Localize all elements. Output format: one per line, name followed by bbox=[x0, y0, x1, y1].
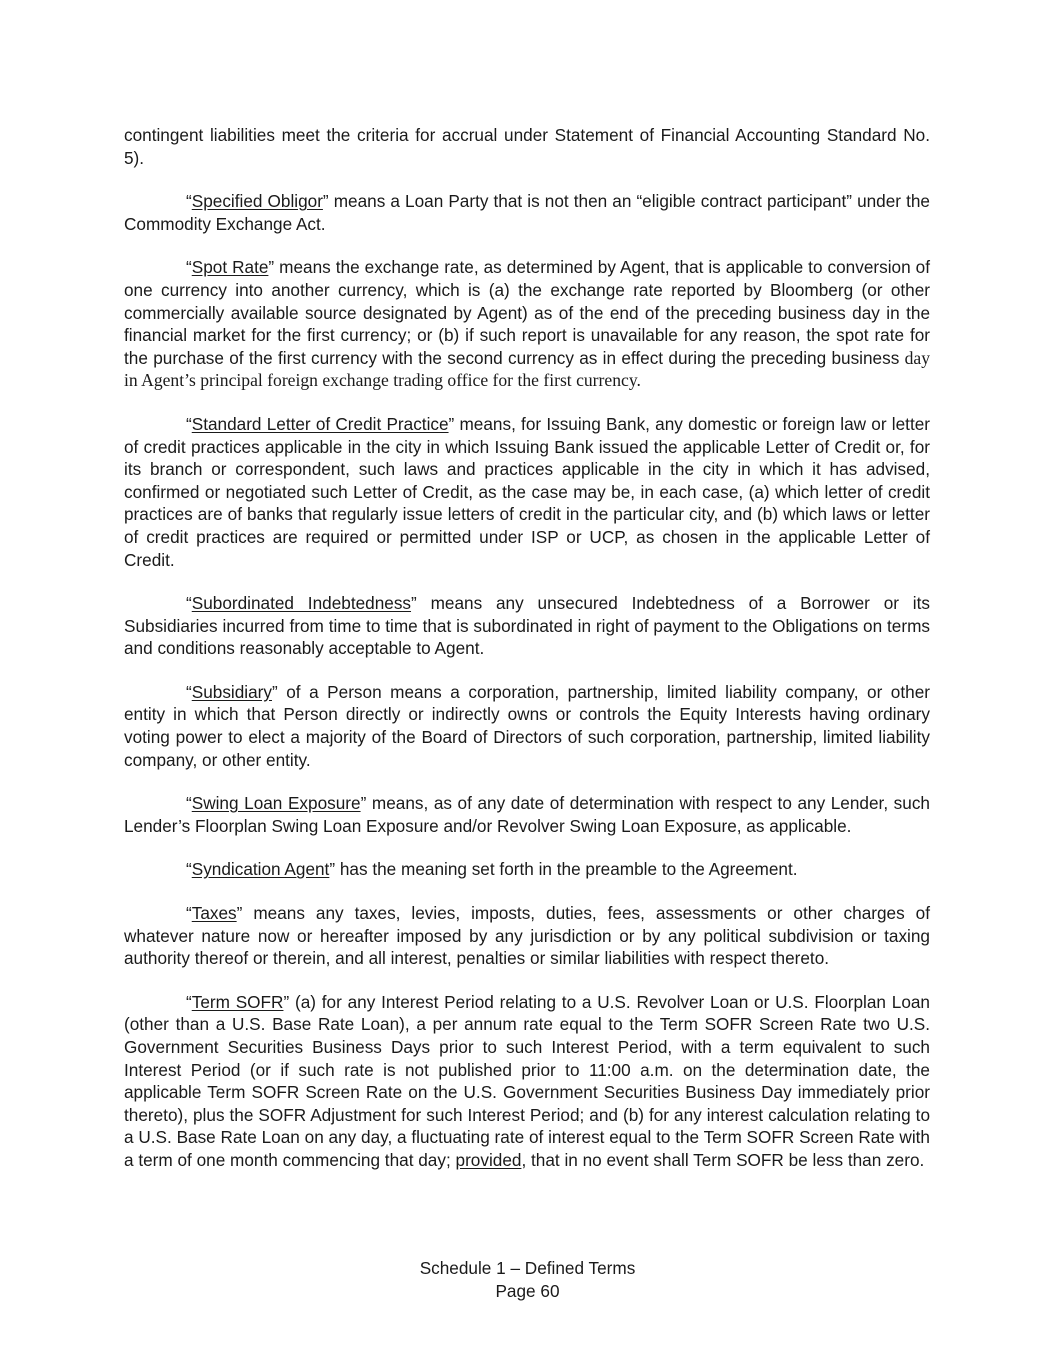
document-body bbox=[124, 124, 930, 1172]
footer-page-number: Page 60 bbox=[495, 1281, 560, 1301]
definition-text: (a) for any Interest Period relating to a U.S. Revolver Loan or U.S. Floorplan Loan (other than a U.S. Base Rate Loan), a per annum rate equal to the Term SOFR Screen Rate two U.S. Government Securities Business Days prior to such Interest Period, with a term equivalent to such Interest Period (or if such rate is not published prior to 11:00 a.m. on the determination date, the applicable Term SOFR Screen Rate on the U.S. Government Securities Business Day immediately prior thereto), plus the SOFR Adjustment for such Interest Period; and (b) for any interest calculation relating to a U.S. Base Rate Loan on any day, a fluctuating rate of interest equal to the Term SOFR Screen Rate with a term of one month commencing that day; bbox=[124, 991, 930, 1170]
defined-term: Standard Letter of Credit Practice bbox=[191, 413, 449, 434]
open-quote: “ bbox=[186, 593, 192, 614]
paragraph-continuation bbox=[124, 124, 930, 169]
defined-term: Spot Rate bbox=[191, 257, 269, 278]
open-quote: “ bbox=[186, 991, 192, 1012]
close-quote: ” bbox=[360, 793, 367, 814]
definition-subordinated-indebtedness bbox=[124, 592, 930, 660]
definition-text: means any unsecured Indebtedness of a Borrower or its Subsidiaries incurred from time to time that is subordinated in right of payment to the Obligations on terms and conditions reasonably acceptable to Agent. bbox=[124, 593, 930, 659]
open-quote: “ bbox=[186, 793, 192, 814]
definition-text-end: , that in no event shall Term SOFR be less than zero. bbox=[521, 1149, 925, 1170]
definition-text: means, for Issuing Bank, any domestic or foreign law or letter of credit practices applicable in the city in which Issuing Bank issued the applicable Letter of Credit or, for its branch or correspondent, such laws and practices applicable in the city in which it has advised, confirmed or negotiated such Letter of Credit, as the case may be, in each case, (a) which letter of credit practices are of banks that regularly issue letters of credit in the particular city, and (b) which laws or letter of credit practices are required or permitted under ISP or UCP, as chosen in the applicable Letter of Credit. bbox=[124, 413, 930, 570]
defined-term: Subordinated Indebtedness bbox=[191, 593, 412, 614]
definition-swing-loan-exposure bbox=[124, 792, 930, 837]
defined-term: Taxes bbox=[191, 903, 237, 924]
footer-schedule-title: Schedule 1 – Defined Terms bbox=[419, 1258, 636, 1278]
definition-spot-rate bbox=[124, 256, 930, 392]
close-quote: ” bbox=[268, 257, 275, 278]
open-quote: “ bbox=[186, 413, 192, 434]
close-quote: ” bbox=[271, 681, 278, 702]
close-quote: ” bbox=[283, 991, 290, 1012]
open-quote: “ bbox=[186, 257, 192, 278]
definition-text: means the exchange rate, as determined by Agent, that is applicable to conversion of one currency into another currency, which is (a) the exchange rate reported by Bloomberg (or other commercially available source designated by Agent) as of the end of the preceding business day in the financial market for the first currency; or (b) if such report is unavailable for any reason, the spot rate for the purchase of the first currency with the second currency as in effect during the preceding business bbox=[124, 257, 930, 368]
definition-syndication-agent bbox=[124, 858, 930, 881]
defined-term: Swing Loan Exposure bbox=[191, 793, 361, 814]
defined-term: Specified Obligor bbox=[191, 191, 323, 212]
definition-specified-obligor bbox=[124, 190, 930, 235]
definition-text: means, as of any date of determination with respect to any Lender, such Lender’s Floorplan Swing Loan Exposure and/or Revolver Swing Loan Exposure, as applicable. bbox=[124, 793, 930, 836]
defined-term: Syndication Agent bbox=[191, 859, 330, 880]
page-footer bbox=[0, 1257, 1055, 1303]
close-quote: ” bbox=[329, 859, 336, 880]
paragraph-text: contingent liabilities meet the criteria for accrual under Statement of Financial Accounting Standard No. 5). bbox=[124, 125, 930, 168]
close-quote: ” bbox=[411, 593, 417, 614]
definition-taxes bbox=[124, 902, 930, 970]
definition-text: has the meaning set forth in the preamble to the Agreement. bbox=[335, 859, 798, 880]
defined-term: Subsidiary bbox=[191, 681, 272, 702]
open-quote: “ bbox=[186, 903, 192, 924]
definition-text: means a Loan Party that is not then an “eligible contract participant” under the Commodity Exchange Act. bbox=[124, 191, 930, 234]
definition-standard-letter-of-credit-practice bbox=[124, 413, 930, 571]
definition-subsidiary bbox=[124, 681, 930, 771]
close-quote: ” bbox=[236, 903, 243, 924]
definition-text: of a Person means a corporation, partnership, limited liability company, or other entity in which that Person directly or indirectly owns or controls the Equity Interests having ordinary voting power to elect a majority of the Board of Directors of such corporation, partnership, limited liability company, or other entity. bbox=[124, 681, 930, 770]
definition-term-sofr bbox=[124, 991, 930, 1172]
open-quote: “ bbox=[186, 859, 192, 880]
close-quote: ” bbox=[448, 413, 455, 434]
definition-text: means any taxes, levies, imposts, duties, fees, assessments or other charges of whatever nature now or hereafter imposed by any jurisdiction or by any political subdivision or taxing authority thereof or therein, and all interest, penalties or similar liabilities with respect thereto. bbox=[124, 903, 930, 969]
proviso-term: provided bbox=[455, 1149, 522, 1170]
open-quote: “ bbox=[186, 681, 192, 702]
open-quote: “ bbox=[186, 191, 192, 212]
defined-term: Term SOFR bbox=[191, 991, 284, 1012]
definition-text-tail: day in Agent’s principal foreign exchange trading office for the first currency. bbox=[124, 347, 930, 391]
close-quote: ” bbox=[322, 191, 329, 212]
